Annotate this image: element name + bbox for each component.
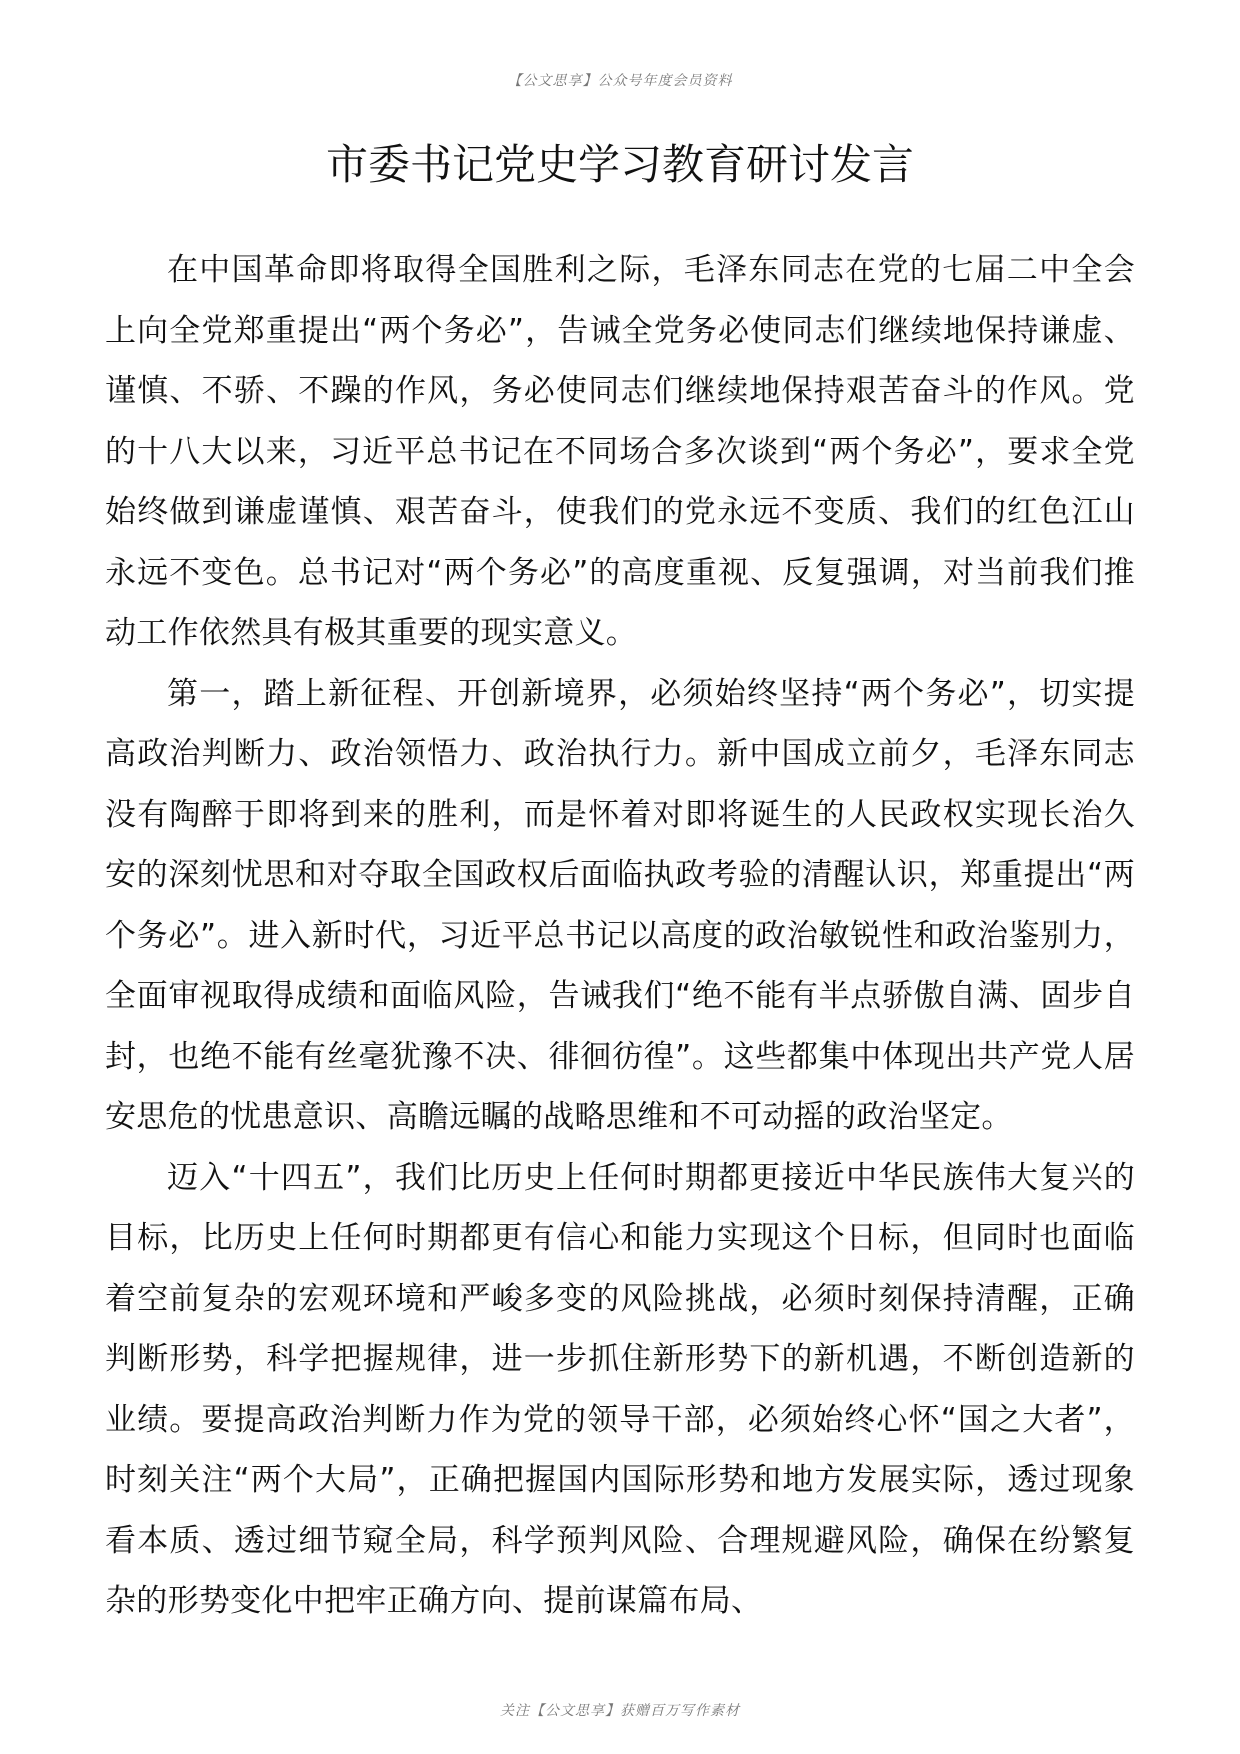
body-paragraph-3: 迈入“十四五”，我们比历史上任何时期都更接近中华民族伟大复兴的目标，比历史上任何时期都更有信心和能力实现这个日标，但同时也面临着空前复杂的宏观环境和严峻多变的风险挑战，必须时刻保持清醒，正确判断形势，科学把握规律，进一步抓住新形势下的新机遇，不断创造新的业绩。要提高政治判断力作为党的领导干部，必须始终心怀“国之大者”，时刻关注“两个大局”，正确把握国内国际形势和地方发展实际，透过现象看本质、透过细节窥全局，科学预判风险、合理规避风险，确保在纷繁复杂的形势变化中把牢正确方向、提前谋篇布局、	[105, 1159, 1135, 1619]
body-paragraph-1: 在中国革命即将取得全国胜利之际，毛泽东同志在党的七届二中全会上向全党郑重提出“两个务必”，告诫全党务必使同志们继续地保持谦虚、谨慎、不骄、不躁的作风，务必使同志们继续地保持艰苦奋斗的作风。党的十八大以来，习近平总书记在不同场合多次谈到“两个务必”，要求全党始终做到谦虚谨慎、艰苦奋斗，使我们的党永远不变质、我们的红色江山永远不变色。总书记对“两个务必”的高度重视、反复强调，对当前我们推动工作依然具有极其重要的现实意义。	[105, 252, 1135, 651]
document-body	[105, 240, 1135, 1632]
document-title: 市委书记党史学习教育研讨发言	[325, 140, 914, 189]
page-footer: 关注【公文思享】获赠百万写作素材	[500, 1703, 740, 1719]
page-header: 【公文思享】公众号年度会员资料	[507, 73, 733, 89]
body-paragraph-2: 第一，踏上新征程、开创新境界，必须始终坚持“两个务必”，切实提高政治判断力、政治领悟力、政治执行力。新中国成立前夕，毛泽东同志没有陶醉于即将到来的胜利，而是怀着对即将诞生的人民政权实现长治久安的深刻忧思和对夺取全国政权后面临执政考验的清醒认识，郑重提出“两个务必”。进入新时代，习近平总书记以高度的政治敏锐性和政治鉴别力，全面审视取得成绩和面临风险，告诫我们“绝不能有半点骄傲自满、固步自封，也绝不能有丝毫犹豫不决、徘徊彷徨”。这些都集中体现出共产党人居安思危的忧患意识、高瞻远瞩的战略思维和不可动摇的政治坚定。	[105, 675, 1135, 1135]
